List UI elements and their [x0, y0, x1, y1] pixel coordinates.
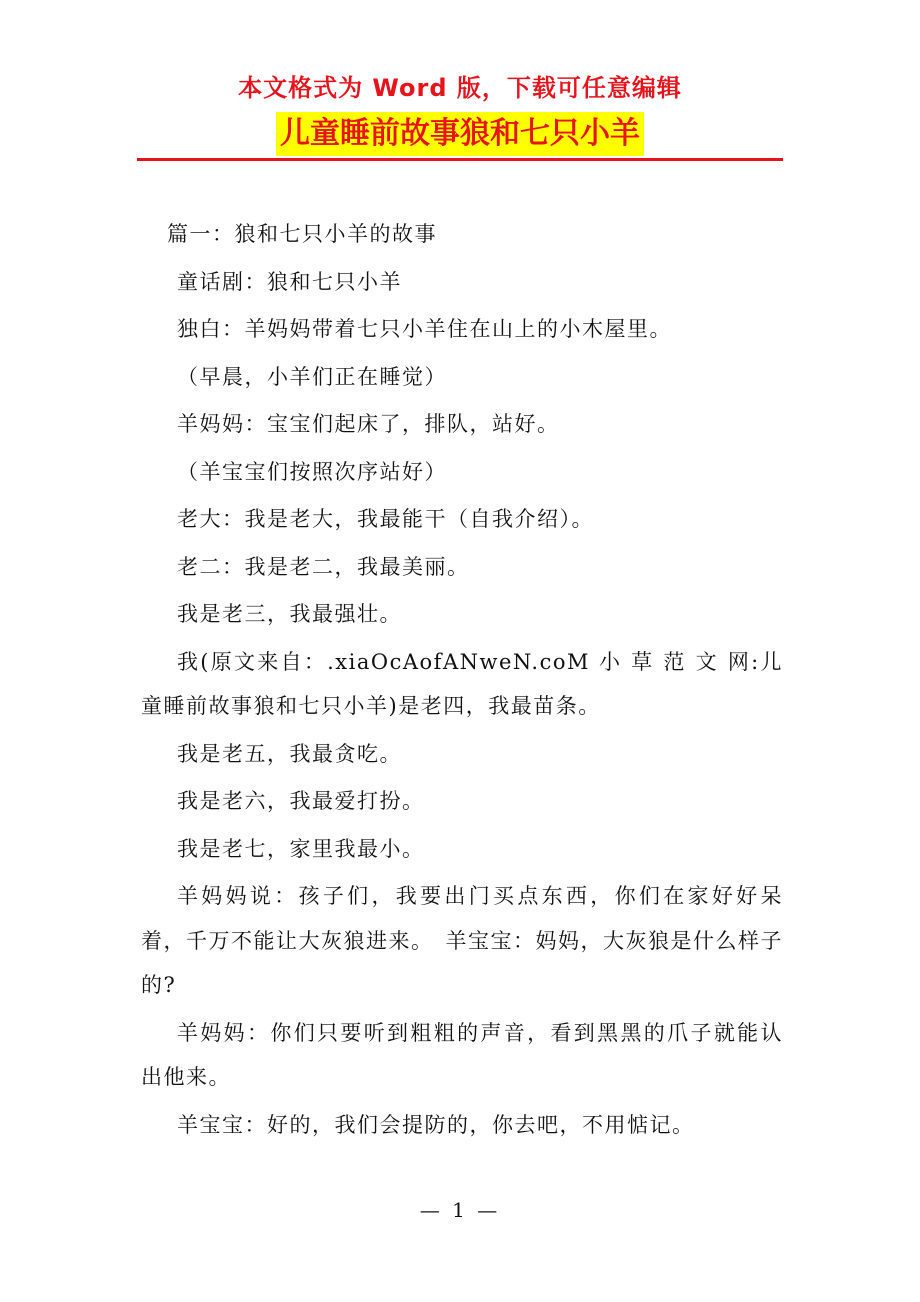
- word-format-note: 本文格式为 Word 版，下载可任意编辑: [238, 74, 682, 102]
- paragraph-14: 羊妈妈说：孩子们，我要出门买点东西，你们在家好好呆着，千万不能让大灰狼进来。 羊宝宝：妈妈，大灰狼是什么样子的?: [141, 884, 783, 997]
- paragraph-9: 我是老三，我最强壮。: [177, 602, 402, 626]
- paragraph-1: 篇一：狼和七只小羊的故事: [167, 222, 437, 246]
- paragraph-5: 羊妈妈：宝宝们起床了，排队，站好。: [177, 412, 560, 436]
- paragraph-7: 老大：我是老大，我最能干（自我介绍）。: [177, 507, 594, 531]
- paragraph-12: 我是老六，我最爱打扮。: [177, 789, 425, 813]
- paragraph-3: 独白：羊妈妈带着七只小羊住在山上的小木屋里。: [177, 317, 672, 341]
- paragraph-16: 羊宝宝：好的，我们会提防的，你去吧，不用惦记。: [177, 1112, 695, 1137]
- paragraph-4: （早晨，小羊们正在睡觉）: [177, 364, 447, 389]
- document-body: [141, 212, 783, 1150]
- paragraph-2: 童话剧：狼和七只小羊: [177, 269, 402, 294]
- paragraph-15: 羊妈妈：你们只要听到粗粗的声音，看到黑黑的爪子就能认出他来。: [141, 1020, 783, 1089]
- paragraph-8: 老二：我是老二，我最美丽。: [177, 554, 470, 579]
- title-underline: [137, 158, 783, 161]
- paragraph-13: 我是老七，家里我最小。: [177, 836, 425, 861]
- paragraph-11: 我是老五，我最贪吃。: [177, 741, 402, 766]
- paragraph-6: （羊宝宝们按照次序站好）: [177, 459, 447, 484]
- paragraph-10: 我(原文来自：.xiaOcAofANweN.coM 小 草 范 文 网:儿童睡前故事狼和七只小羊)是老四，我最苗条。: [141, 649, 783, 718]
- document-title: 儿童睡前故事狼和七只小羊: [276, 112, 644, 156]
- page-number: — 1 —: [419, 1198, 501, 1222]
- title-container: [0, 112, 920, 156]
